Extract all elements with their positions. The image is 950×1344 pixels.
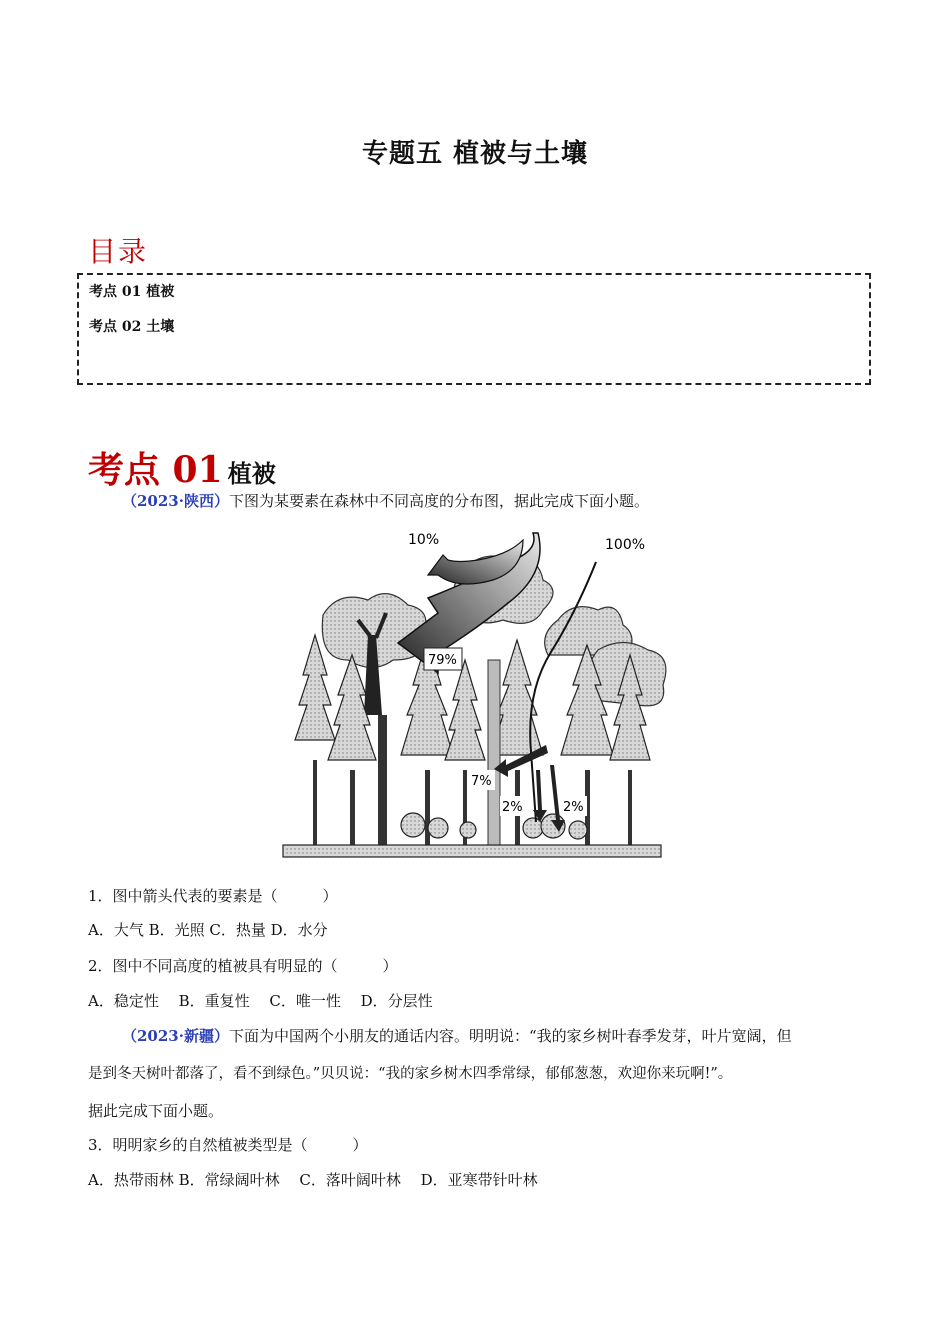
section-name: 植被 [227,460,276,488]
question-source: （2023·新疆） [122,1027,229,1045]
section-heading [88,442,276,493]
q2-options: A．稳定性 B．重复性 C．唯一性 D．分层性 [88,992,433,1010]
q1-options: A．大气 B．光照 C．热量 D．水分 [88,921,328,939]
label-mid: 7% [471,774,492,789]
label-low-left: 2% [502,800,523,815]
q3-stem: 3．明明家乡的自然植被类型是（ ） [88,1136,368,1154]
page-title: 专题五 植被与土壤 [361,139,589,169]
label-reflected: 10% [408,532,440,548]
section-number: 考点 01 [88,449,223,491]
forest-illustration [278,520,688,865]
q2-stem: 2．图中不同高度的植被具有明显的（ ） [88,957,398,975]
q3-options: A．热带雨林 B．常绿阔叶林 C．落叶阔叶林 D．亚寒带针叶林 [88,1171,538,1189]
question-intro-2-line3: 据此完成下面小题。 [88,1102,224,1120]
toc-box [77,273,871,385]
toc-item-01[interactable]: 考点 01 植被 [89,284,175,300]
question-intro-text: 下图为某要素在森林中不同高度的分布图，据此完成下面小题。 [228,492,649,510]
toc-heading: 目录 [88,235,149,268]
question-source: （2023·陕西） [122,492,229,510]
question-intro-2 [122,1026,792,1046]
forest-figure [278,520,688,865]
label-canopy: 79% [428,653,457,668]
question-intro-text: 下面为中国两个小朋友的通话内容。明明说：“我的家乡树叶春季发芽，叶片宽阔，但 [228,1027,792,1045]
toc-item-02[interactable]: 考点 02 土壤 [89,319,175,335]
label-incoming: 100% [605,537,646,553]
label-low-right: 2% [563,800,584,815]
question-intro-1 [122,491,649,511]
q1-stem: 1．图中箭头代表的要素是（ ） [88,887,338,905]
question-intro-2-line2: 是到冬天树叶都落了，看不到绿色。”贝贝说：“我的家乡树木四季常绿，郁郁葱葱，欢迎你来玩啊!”。 [88,1066,733,1082]
